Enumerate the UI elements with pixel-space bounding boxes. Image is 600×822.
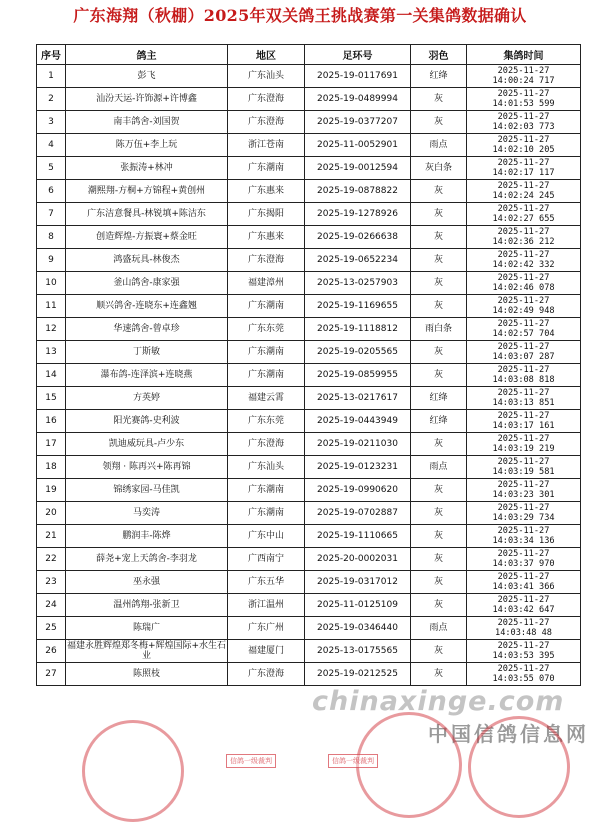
- cell-time: [467, 88, 581, 111]
- time-date: 2025-11-27: [497, 66, 550, 76]
- cell-time: [467, 295, 581, 318]
- cell-region: 浙江温州: [228, 594, 305, 617]
- cell-region: 广东潮南: [228, 502, 305, 525]
- cell-no: 5: [37, 157, 66, 180]
- cell-ring: 2025-19-0211030: [305, 433, 411, 456]
- time-date: 2025-11-27: [497, 227, 550, 237]
- table-row: [37, 295, 581, 318]
- cell-region: 广东五华: [228, 571, 305, 594]
- cell-color: 灰: [411, 571, 467, 594]
- cell-region: 广东广州: [228, 617, 305, 640]
- cell-ring: 2025-13-0257903: [305, 272, 411, 295]
- cell-ring: 2025-20-0002031: [305, 548, 411, 571]
- cell-ring: 2025-19-1169655: [305, 295, 411, 318]
- cell-color: 灰: [411, 502, 467, 525]
- table-row: [37, 134, 581, 157]
- table-row: [37, 65, 581, 88]
- cell-no: 18: [37, 456, 66, 479]
- cell-owner: 陈瑞广: [66, 617, 228, 640]
- table-row: [37, 111, 581, 134]
- cell-time: [467, 433, 581, 456]
- table-row: [37, 410, 581, 433]
- time-date: 2025-11-27: [497, 89, 550, 99]
- time-date: 2025-11-27: [497, 572, 550, 582]
- cell-no: 17: [37, 433, 66, 456]
- cell-region: 广东潮南: [228, 295, 305, 318]
- cell-time: [467, 111, 581, 134]
- cell-ring: 2025-19-0377207: [305, 111, 411, 134]
- cell-no: 6: [37, 180, 66, 203]
- cell-no: 10: [37, 272, 66, 295]
- cell-ring: 2025-19-0117691: [305, 65, 411, 88]
- table-row: [37, 88, 581, 111]
- cell-region: 广东东莞: [228, 318, 305, 341]
- cell-time: [467, 65, 581, 88]
- cell-no: 16: [37, 410, 66, 433]
- cell-color: 红绛: [411, 65, 467, 88]
- cell-region: 广东潮南: [228, 157, 305, 180]
- cell-ring: 2025-19-0990620: [305, 479, 411, 502]
- time-date: 2025-11-27: [497, 112, 550, 122]
- cell-ring: 2025-19-0346440: [305, 617, 411, 640]
- cell-no: 4: [37, 134, 66, 157]
- cell-color: 灰: [411, 594, 467, 617]
- pigeon-data-table: [36, 44, 581, 686]
- cell-no: 2: [37, 88, 66, 111]
- time-date: 2025-11-27: [497, 250, 550, 260]
- time-date: 2025-11-27: [497, 664, 550, 674]
- cell-no: 22: [37, 548, 66, 571]
- header-time: 集鸽时间: [467, 45, 581, 65]
- cell-time: [467, 525, 581, 548]
- table-row: [37, 594, 581, 617]
- cell-time: [467, 617, 581, 640]
- red-stamp-right: [468, 716, 570, 818]
- time-date: 2025-11-27: [497, 411, 550, 421]
- time-date: 2025-11-27: [497, 480, 550, 490]
- time-clock: 14:02:46 078: [492, 283, 555, 293]
- cell-region: 广东澄海: [228, 88, 305, 111]
- cell-no: 12: [37, 318, 66, 341]
- cell-time: [467, 157, 581, 180]
- cell-color: 灰: [411, 548, 467, 571]
- cell-color: 灰: [411, 663, 467, 686]
- table-row: [37, 502, 581, 525]
- time-clock: 14:03:08 818: [492, 375, 555, 385]
- time-date: 2025-11-27: [497, 434, 550, 444]
- time-clock: 14:02:36 212: [492, 237, 555, 247]
- cell-region: 广东潮南: [228, 479, 305, 502]
- cell-no: 13: [37, 341, 66, 364]
- table-row: [37, 479, 581, 502]
- cell-color: 雨点: [411, 617, 467, 640]
- time-date: 2025-11-27: [497, 595, 550, 605]
- time-clock: 14:03:13 851: [492, 398, 555, 408]
- time-clock: 14:03:53 395: [492, 651, 555, 661]
- time-date: 2025-11-27: [497, 549, 550, 559]
- cell-region: 广东汕头: [228, 65, 305, 88]
- cell-owner: 温州鸽翔-张新卫: [66, 594, 228, 617]
- cell-region: 广东汕头: [228, 456, 305, 479]
- cell-color: 灰: [411, 479, 467, 502]
- cell-owner: 顺兴鸽舍-连晓东+连鑫翘: [66, 295, 228, 318]
- cell-no: 8: [37, 226, 66, 249]
- cell-color: 红绛: [411, 387, 467, 410]
- table-row: [37, 318, 581, 341]
- cell-owner: 领翔 · 陈再兴+陈再锦: [66, 456, 228, 479]
- time-date: 2025-11-27: [497, 365, 550, 375]
- time-clock: 14:03:19 581: [492, 467, 555, 477]
- cell-time: [467, 341, 581, 364]
- time-clock: 14:02:49 948: [492, 306, 555, 316]
- cell-owner: 薛尧+宠上天鸽舍-李羽龙: [66, 548, 228, 571]
- cell-time: [467, 318, 581, 341]
- cell-ring: 2025-19-0012594: [305, 157, 411, 180]
- cell-ring: 2025-19-0489994: [305, 88, 411, 111]
- cell-ring: 2025-19-0123231: [305, 456, 411, 479]
- cell-color: 灰: [411, 111, 467, 134]
- cell-region: 广西南宁: [228, 548, 305, 571]
- cell-ring: 2025-19-0266638: [305, 226, 411, 249]
- cell-ring: 2025-13-0175565: [305, 640, 411, 663]
- cell-region: 福建漳州: [228, 272, 305, 295]
- table-row: [37, 157, 581, 180]
- cell-region: 广东东莞: [228, 410, 305, 433]
- cell-region: 广东潮南: [228, 364, 305, 387]
- cell-owner: 创造辉煌-方振寰+蔡金旺: [66, 226, 228, 249]
- time-date: 2025-11-27: [497, 204, 550, 214]
- referee-seal-right: 信鸽一级裁判: [328, 754, 378, 768]
- cell-no: 19: [37, 479, 66, 502]
- cell-owner: 华速鸽舍-曾卓珍: [66, 318, 228, 341]
- cell-no: 27: [37, 663, 66, 686]
- cell-region: 广东惠来: [228, 180, 305, 203]
- cell-time: [467, 249, 581, 272]
- table-row: [37, 456, 581, 479]
- cell-ring: 2025-19-0443949: [305, 410, 411, 433]
- cell-owner: 彭飞: [66, 65, 228, 88]
- cell-color: 灰: [411, 640, 467, 663]
- cell-time: [467, 410, 581, 433]
- cell-owner: 陈万伍+李上玩: [66, 134, 228, 157]
- time-clock: 14:03:07 287: [492, 352, 555, 362]
- time-clock: 14:03:42 647: [492, 605, 555, 615]
- cell-time: [467, 502, 581, 525]
- header-ring: 足环号: [305, 45, 411, 65]
- header-no: 序号: [37, 45, 66, 65]
- cell-time: [467, 203, 581, 226]
- time-clock: 14:02:42 332: [492, 260, 555, 270]
- time-date: 2025-11-27: [497, 319, 550, 329]
- table-row: [37, 548, 581, 571]
- cell-no: 20: [37, 502, 66, 525]
- cell-owner: 巫永强: [66, 571, 228, 594]
- red-stamp-left: [82, 720, 184, 822]
- time-clock: 14:03:19 219: [492, 444, 555, 454]
- cell-owner: 马奕涛: [66, 502, 228, 525]
- document-title: 广东海翔（秋棚）2025年双关鸽王挑战赛第一关集鸽数据确认: [73, 6, 527, 25]
- cell-ring: 2025-11-0052901: [305, 134, 411, 157]
- cell-owner: 南丰鸽舍-刘国贺: [66, 111, 228, 134]
- time-clock: 14:03:17 161: [492, 421, 555, 431]
- cell-region: 广东揭阳: [228, 203, 305, 226]
- cell-no: 26: [37, 640, 66, 663]
- cell-time: [467, 226, 581, 249]
- table-header-row: [37, 45, 581, 65]
- cell-owner: 鸿盛玩具-林俊杰: [66, 249, 228, 272]
- cell-ring: 2025-19-0859955: [305, 364, 411, 387]
- cell-time: [467, 272, 581, 295]
- cell-time: [467, 180, 581, 203]
- cell-color: 灰: [411, 525, 467, 548]
- cell-no: 1: [37, 65, 66, 88]
- time-clock: 14:03:29 734: [492, 513, 555, 523]
- time-clock: 14:03:23 301: [492, 490, 555, 500]
- time-date: 2025-11-27: [497, 641, 550, 651]
- cell-color: 雨点: [411, 134, 467, 157]
- cell-no: 24: [37, 594, 66, 617]
- cell-color: 雨点: [411, 456, 467, 479]
- cell-ring: 2025-19-1118812: [305, 318, 411, 341]
- cell-region: 广东潮南: [228, 341, 305, 364]
- time-clock: 14:02:17 117: [492, 168, 555, 178]
- cell-time: [467, 134, 581, 157]
- cell-time: [467, 594, 581, 617]
- cell-color: 灰: [411, 249, 467, 272]
- cell-color: 红绛: [411, 410, 467, 433]
- cell-ring: 2025-19-0317012: [305, 571, 411, 594]
- referee-seal-left: 信鸽一级裁判: [226, 754, 276, 768]
- cell-color: 灰: [411, 180, 467, 203]
- cell-color: 灰白条: [411, 157, 467, 180]
- time-clock: 14:02:03 773: [492, 122, 555, 132]
- time-date: 2025-11-27: [497, 503, 550, 513]
- table-row: [37, 525, 581, 548]
- time-date: 2025-11-27: [497, 388, 550, 398]
- cell-no: 3: [37, 111, 66, 134]
- cell-ring: 2025-19-0652234: [305, 249, 411, 272]
- cell-no: 23: [37, 571, 66, 594]
- cell-owner: 潮熙翔-方桐+方锦程+黄创州: [66, 180, 228, 203]
- table-row: [37, 640, 581, 663]
- table-row: [37, 617, 581, 640]
- cell-ring: 2025-19-0878822: [305, 180, 411, 203]
- cell-ring: 2025-19-0205565: [305, 341, 411, 364]
- time-clock: 14:02:10 205: [492, 145, 555, 155]
- time-clock: 14:03:55 070: [492, 674, 555, 684]
- table-row: [37, 663, 581, 686]
- time-clock: 14:03:37 970: [492, 559, 555, 569]
- time-clock: 14:01:53 599: [492, 99, 555, 109]
- cell-color: 灰: [411, 203, 467, 226]
- cell-owner: 凯迪威玩具-卢少东: [66, 433, 228, 456]
- table-row: [37, 226, 581, 249]
- cell-color: 灰: [411, 433, 467, 456]
- cell-owner: 阳光赛鸽-史利波: [66, 410, 228, 433]
- time-clock: 14:03:34 136: [492, 536, 555, 546]
- cell-time: [467, 548, 581, 571]
- header-owner: 鸽主: [66, 45, 228, 65]
- table-row: [37, 433, 581, 456]
- time-date: 2025-11-27: [497, 526, 550, 536]
- time-clock: 14:03:48 48: [495, 628, 552, 638]
- cell-ring: 2025-19-1278926: [305, 203, 411, 226]
- cell-owner: 瀑布鸽-连泽滨+连晓燕: [66, 364, 228, 387]
- cell-color: 雨白条: [411, 318, 467, 341]
- cell-owner: 广东洁意餐具-林锐填+陈洁东: [66, 203, 228, 226]
- table-row: [37, 571, 581, 594]
- cell-ring: 2025-19-1110665: [305, 525, 411, 548]
- cell-region: 广东中山: [228, 525, 305, 548]
- cell-owner: 锦绣家园-马佳凯: [66, 479, 228, 502]
- cell-time: [467, 479, 581, 502]
- time-date: 2025-11-27: [497, 181, 550, 191]
- cell-ring: 2025-13-0217617: [305, 387, 411, 410]
- time-clock: 14:03:41 366: [492, 582, 555, 592]
- cell-region: 福建厦门: [228, 640, 305, 663]
- cell-color: 灰: [411, 226, 467, 249]
- cell-color: 灰: [411, 272, 467, 295]
- cell-owner: 福建永胜辉煌郑冬梅+辉煌国际+水生石业: [66, 641, 227, 661]
- cell-no: 21: [37, 525, 66, 548]
- cell-owner: 丁斯敏: [66, 341, 228, 364]
- time-clock: 14:02:24 245: [492, 191, 555, 201]
- time-date: 2025-11-27: [497, 273, 550, 283]
- cell-no: 25: [37, 617, 66, 640]
- header-color: 羽色: [411, 45, 467, 65]
- cell-color: 灰: [411, 364, 467, 387]
- cell-ring: 2025-11-0125109: [305, 594, 411, 617]
- time-clock: 14:02:57 704: [492, 329, 555, 339]
- cell-owner: 方英婷: [66, 387, 228, 410]
- watermark-domain: chinaxinge.com: [312, 686, 565, 717]
- cell-color: 灰: [411, 341, 467, 364]
- cell-time: [467, 387, 581, 410]
- table-row: [37, 364, 581, 387]
- cell-no: 7: [37, 203, 66, 226]
- time-date: 2025-11-27: [497, 342, 550, 352]
- cell-color: 灰: [411, 88, 467, 111]
- cell-no: 14: [37, 364, 66, 387]
- cell-region: 广东澄海: [228, 249, 305, 272]
- cell-ring: 2025-19-0702887: [305, 502, 411, 525]
- cell-time: [467, 364, 581, 387]
- time-clock: 14:00:24 717: [492, 76, 555, 86]
- cell-region: 广东澄海: [228, 433, 305, 456]
- cell-no: 15: [37, 387, 66, 410]
- table-row: [37, 180, 581, 203]
- table-row: [37, 249, 581, 272]
- cell-time: [467, 456, 581, 479]
- cell-color: 灰: [411, 295, 467, 318]
- header-region: 地区: [228, 45, 305, 65]
- cell-region: 广东惠来: [228, 226, 305, 249]
- table-row: [37, 272, 581, 295]
- cell-time: [467, 640, 581, 663]
- time-date: 2025-11-27: [497, 618, 550, 628]
- time-date: 2025-11-27: [497, 296, 550, 306]
- cell-time: [467, 663, 581, 686]
- time-date: 2025-11-27: [497, 135, 550, 145]
- cell-region: 广东澄海: [228, 663, 305, 686]
- time-clock: 14:02:27 655: [492, 214, 555, 224]
- cell-owner: 釜山鸽舍-康家强: [66, 272, 228, 295]
- cell-ring: 2025-19-0212525: [305, 663, 411, 686]
- cell-owner: 张振涛+林冲: [66, 157, 228, 180]
- cell-region: 广东澄海: [228, 111, 305, 134]
- cell-time: [467, 571, 581, 594]
- cell-no: 11: [37, 295, 66, 318]
- cell-owner: 汕汾天运-许饰源+许博鑫: [66, 88, 228, 111]
- cell-owner: 陈照枝: [66, 663, 228, 686]
- watermark-site-name: 中国信鸽信息网: [428, 722, 589, 746]
- time-date: 2025-11-27: [497, 158, 550, 168]
- table-row: [37, 203, 581, 226]
- cell-region: 浙江苍南: [228, 134, 305, 157]
- cell-owner: 鹏润丰-陈烨: [66, 525, 228, 548]
- time-date: 2025-11-27: [497, 457, 550, 467]
- cell-no: 9: [37, 249, 66, 272]
- table-row: [37, 387, 581, 410]
- table-row: [37, 341, 581, 364]
- cell-region: 福建云霄: [228, 387, 305, 410]
